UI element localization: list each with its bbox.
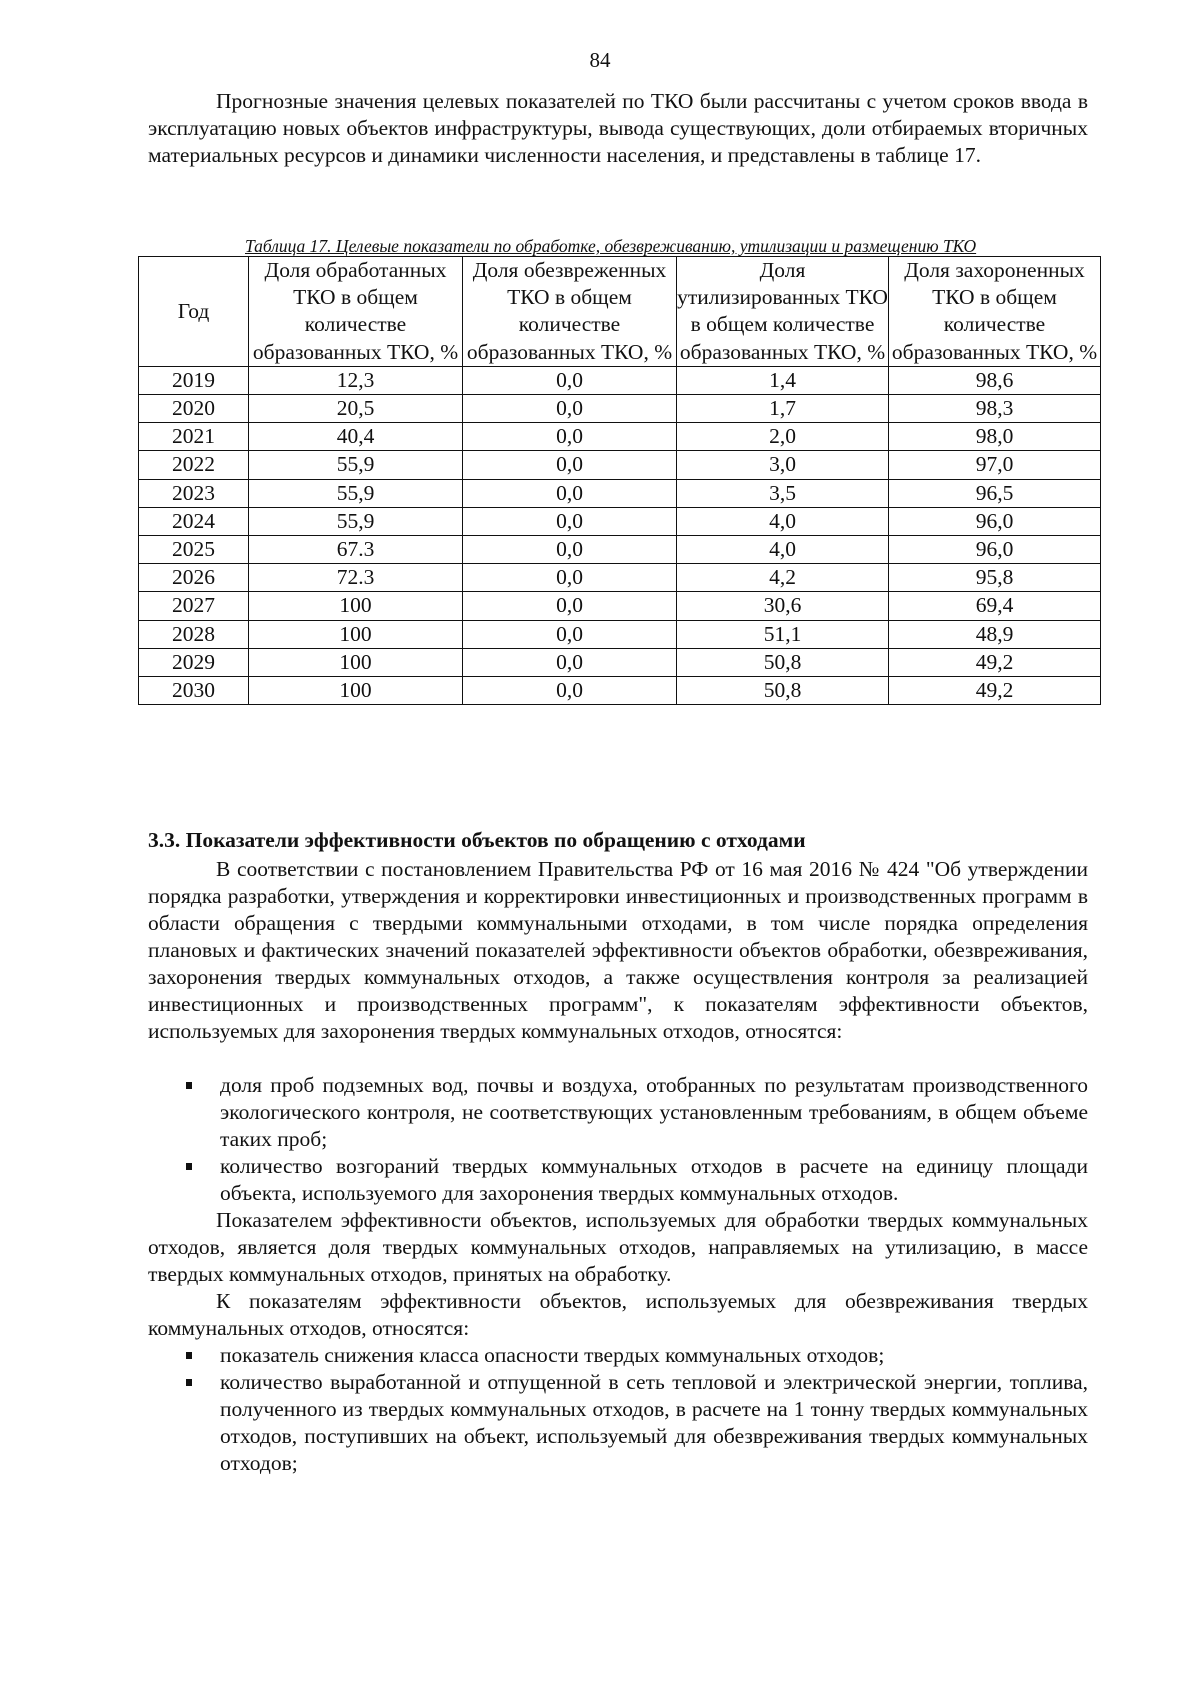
value-cell: 0,0 [463,395,677,423]
table-body [139,366,1101,704]
value-cell: 55,9 [249,507,463,535]
list-item [148,1342,1088,1369]
value-cell: 49,2 [889,648,1101,676]
table-caption: Таблица 17. Целевые показатели по обработке, обезвреживанию, утилизации и размещению ТКО [245,236,977,256]
value-cell: 100 [249,620,463,648]
value-cell: 1,7 [677,395,889,423]
value-cell: 30,6 [677,592,889,620]
square-bullet-icon [186,1352,192,1359]
targets-table [138,256,1101,705]
paragraph-2: Показателем эффективности объектов, используемых для обработки твердых коммунальных отходов, является доля твердых коммунальных отходов, направляемых на утилизацию, в массе твердых коммунальных отходов, принятых на обработку. [148,1208,1088,1286]
value-cell: 98,6 [889,366,1101,394]
list-item [148,1369,1088,1477]
value-cell: 3,0 [677,451,889,479]
header-buried: Доля захороненных ТКО в общем количестве образованных ТКО, % [889,257,1101,367]
year-cell: 2025 [139,535,249,563]
value-cell: 96,0 [889,507,1101,535]
value-cell: 0,0 [463,676,677,704]
value-cell: 98,3 [889,395,1101,423]
value-cell: 72.3 [249,564,463,592]
list-item-text: доля проб подземных вод, почвы и воздуха, отобранных по результатам производственного экологического контроля, не соответствующих установленным требованиям, в общем объеме таких проб; [220,1073,1088,1151]
page-number: 84 [589,48,611,72]
header-year: Год [139,257,249,367]
value-cell: 69,4 [889,592,1101,620]
year-cell: 2021 [139,423,249,451]
table-row [139,592,1101,620]
value-cell: 20,5 [249,395,463,423]
header-utilized: Доля утилизированных ТКО в общем количестве образованных ТКО, % [677,257,889,367]
table-row [139,507,1101,535]
value-cell: 67.3 [249,535,463,563]
value-cell: 48,9 [889,620,1101,648]
list-item [148,1072,1088,1153]
list-item-text: показатель снижения класса опасности твердых коммунальных отходов; [220,1343,885,1367]
bullet-list-1 [148,1072,1088,1207]
value-cell: 100 [249,648,463,676]
value-cell: 0,0 [463,366,677,394]
header-processed: Доля обработанных ТКО в общем количестве образованных ТКО, % [249,257,463,367]
value-cell: 97,0 [889,451,1101,479]
header-neutralized: Доля обезвреженных ТКО в общем количестве образованных ТКО, % [463,257,677,367]
table-row [139,395,1101,423]
paragraph-1: В соответствии с постановлением Правительства РФ от 16 мая 2016 № 424 "Об утверждении порядка разработки, утверждения и корректировки инвестиционных и производственных программ в области обращения с твердыми коммунальными отходами, в том числе порядка определения плановых и фактических значений показателей эффективности объектов обработки, обезвреживания, захоронения твердых коммунальных отходов, а также осуществления контроля за реализацией инвестиционных и производственных программ", к показателям эффективности объектов, используемых для захоронения твердых коммунальных отходов, относятся: [148,857,1088,1043]
table-row [139,535,1101,563]
value-cell: 0,0 [463,648,677,676]
list-item-text: количество возгораний твердых коммунальных отходов в расчете на единицу площади объекта, используемого для захоронения твердых коммунальных отходов. [220,1154,1088,1205]
value-cell: 96,5 [889,479,1101,507]
year-cell: 2023 [139,479,249,507]
square-bullet-icon [186,1379,192,1386]
value-cell: 50,8 [677,676,889,704]
value-cell: 0,0 [463,423,677,451]
value-cell: 51,1 [677,620,889,648]
year-cell: 2029 [139,648,249,676]
value-cell: 0,0 [463,592,677,620]
value-cell: 98,0 [889,423,1101,451]
table-row [139,479,1101,507]
year-cell: 2027 [139,592,249,620]
table-header-row [139,257,1101,367]
year-cell: 2028 [139,620,249,648]
value-cell: 40,4 [249,423,463,451]
table-row [139,423,1101,451]
value-cell: 49,2 [889,676,1101,704]
table-row [139,451,1101,479]
square-bullet-icon [186,1082,192,1089]
intro-paragraph: Прогнозные значения целевых показателей по ТКО были рассчитаны с учетом сроков ввода в эксплуатацию новых объектов инфраструктуры, вывода существующих, доли отбираемых вторичных материальных ресурсов и динамики численности населения, и представлены в таблице 17. [148,89,1088,167]
value-cell: 0,0 [463,535,677,563]
list-item [148,1153,1088,1207]
value-cell: 3,5 [677,479,889,507]
year-cell: 2019 [139,366,249,394]
value-cell: 1,4 [677,366,889,394]
value-cell: 2,0 [677,423,889,451]
value-cell: 4,2 [677,564,889,592]
square-bullet-icon [186,1163,192,1170]
value-cell: 96,0 [889,535,1101,563]
value-cell: 100 [249,592,463,620]
table-row [139,648,1101,676]
table-row [139,564,1101,592]
list-item-text: количество выработанной и отпущенной в сеть тепловой и электрической энергии, топлива, полученного из твердых коммунальных отходов, в расчете на 1 тонну твердых коммунальных отходов, поступивших на объект, используемый для обезвреживания твердых коммунальных отходов; [220,1370,1088,1475]
value-cell: 0,0 [463,479,677,507]
value-cell: 4,0 [677,507,889,535]
value-cell: 55,9 [249,479,463,507]
value-cell: 0,0 [463,451,677,479]
value-cell: 0,0 [463,564,677,592]
table-row [139,366,1101,394]
value-cell: 0,0 [463,620,677,648]
year-cell: 2020 [139,395,249,423]
section-title: 3.3. Показатели эффективности объектов по обращению с отходами [148,828,806,852]
bullet-list-2 [148,1342,1088,1477]
table-row [139,620,1101,648]
value-cell: 0,0 [463,507,677,535]
year-cell: 2022 [139,451,249,479]
value-cell: 95,8 [889,564,1101,592]
value-cell: 100 [249,676,463,704]
value-cell: 55,9 [249,451,463,479]
table-row [139,676,1101,704]
year-cell: 2024 [139,507,249,535]
value-cell: 12,3 [249,366,463,394]
paragraph-3: К показателям эффективности объектов, используемых для обезвреживания твердых коммунальных отходов, относятся: [148,1289,1088,1340]
value-cell: 4,0 [677,535,889,563]
year-cell: 2030 [139,676,249,704]
value-cell: 50,8 [677,648,889,676]
year-cell: 2026 [139,564,249,592]
